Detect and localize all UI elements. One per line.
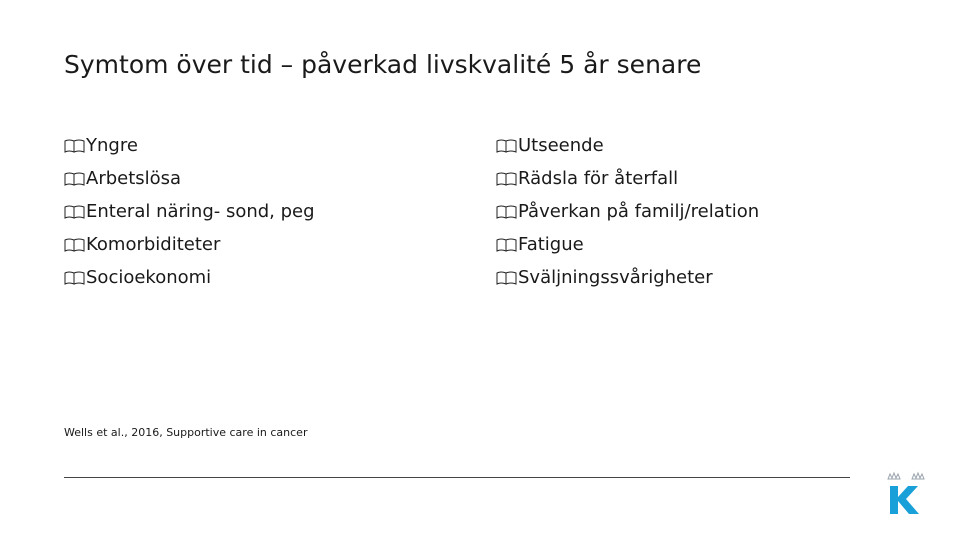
citation: Wells et al., 2016, Supportive care in cancer: [64, 426, 308, 439]
book-bullet-icon: [64, 139, 86, 153]
crown-icon: [888, 473, 924, 479]
list-item: [64, 261, 315, 294]
book-bullet-icon: [496, 271, 518, 285]
list-item-text: Socioekonomi: [86, 267, 212, 288]
list-item-text: Påverkan på familj/relation: [518, 201, 760, 222]
book-bullet-icon: [64, 271, 86, 285]
list-item-text: Komorbiditeter: [86, 234, 221, 255]
list-item: [496, 261, 759, 294]
book-bullet-icon: [64, 172, 86, 186]
list-item-text: Arbetslösa: [86, 168, 182, 189]
book-bullet-icon: [496, 172, 518, 186]
slide-title: Symtom över tid – påverkad livskvalité 5 år senare: [64, 50, 702, 79]
list-item: [496, 162, 759, 195]
right-bullet-list: [496, 129, 759, 294]
k-letter: [890, 486, 919, 514]
book-bullet-icon: [64, 238, 86, 252]
list-item: [496, 129, 759, 162]
list-item: [64, 129, 315, 162]
book-bullet-icon: [64, 205, 86, 219]
list-item-text: Utseende: [518, 135, 604, 156]
list-item: [496, 195, 759, 228]
footer-divider: [64, 477, 850, 478]
list-item: [64, 228, 315, 261]
list-item-text: Enteral näring- sond, peg: [86, 201, 315, 222]
list-item: [64, 162, 315, 195]
list-item: [64, 195, 315, 228]
left-bullet-list: [64, 129, 315, 294]
book-bullet-icon: [496, 205, 518, 219]
list-item-text: Sväljningssvårigheter: [518, 267, 713, 288]
k-crowns-logo: [884, 470, 928, 516]
book-bullet-icon: [496, 139, 518, 153]
list-item-text: Yngre: [86, 135, 138, 156]
list-item-text: Fatigue: [518, 234, 584, 255]
book-bullet-icon: [496, 238, 518, 252]
list-item-text: Rädsla för återfall: [518, 168, 679, 189]
list-item: [496, 228, 759, 261]
